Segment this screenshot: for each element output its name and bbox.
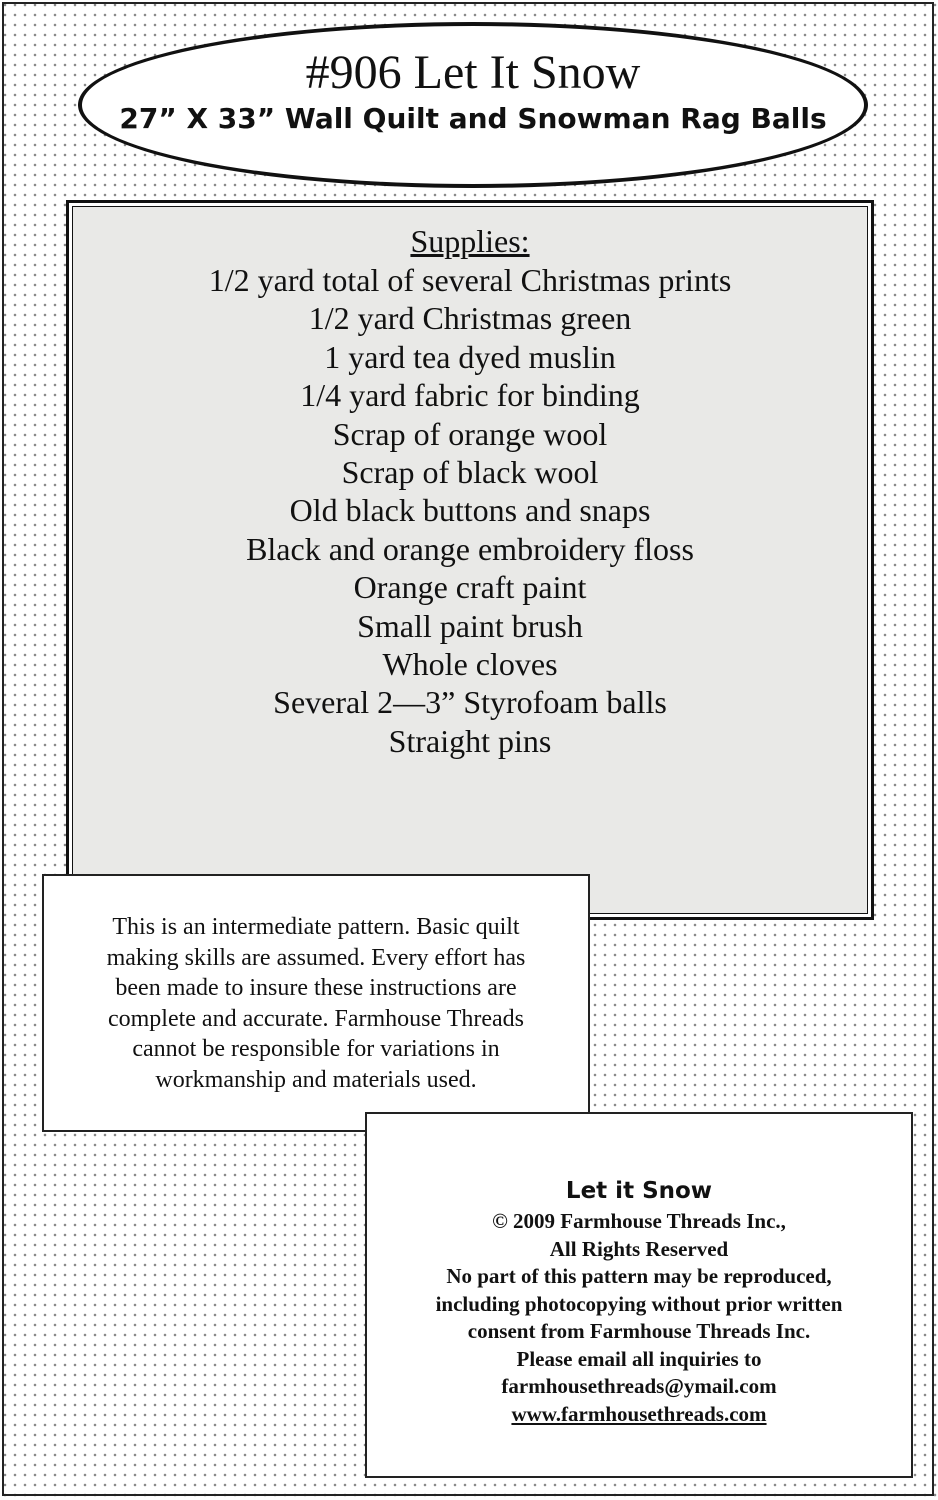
supply-item: Several 2—3” Styrofoam balls <box>273 684 667 721</box>
page-title: #906 Let It Snow <box>305 46 641 99</box>
copyright-line: All Rights Reserved <box>549 1236 729 1261</box>
supply-item: 1/2 yard total of several Christmas prints <box>208 262 732 298</box>
copyright-line: No part of this pattern may be reproduced, <box>446 1264 832 1288</box>
supply-item: Whole cloves <box>382 646 558 683</box>
supply-item: Old black buttons and snaps <box>289 492 651 529</box>
disclaimer-line: been made to insure these instructions are <box>115 975 517 1001</box>
copyright-line: © 2009 Farmhouse Threads Inc., <box>492 1209 786 1233</box>
supplies-panel-inner <box>72 206 868 914</box>
disclaimer-line: cannot be responsible for variations in <box>132 1036 500 1062</box>
copyright-line: including photocopying without prior written <box>435 1291 843 1316</box>
copyright-box <box>365 1112 913 1478</box>
supply-item: Orange craft paint <box>353 569 587 606</box>
disclaimer-line: making skills are assumed. Every effort has <box>106 944 526 971</box>
disclaimer-line: complete and accurate. Farmhouse Threads <box>107 1005 525 1032</box>
supply-item: Straight pins <box>388 722 552 759</box>
supply-item: Small paint brush <box>357 607 583 644</box>
supplies-list <box>73 261 867 760</box>
supply-item: 1/2 yard Christmas green <box>308 300 632 337</box>
website-link[interactable]: www.farmhousethreads.com <box>511 1401 767 1426</box>
supplies-panel <box>66 200 874 920</box>
supply-item: 1 yard tea dyed muslin <box>324 338 616 375</box>
title-oval <box>78 22 868 188</box>
contact-email[interactable]: farmhousethreads@ymail.com <box>501 1374 777 1398</box>
supply-item: Scrap of black wool <box>341 454 599 491</box>
supply-item: 1/4 yard fabric for binding <box>300 377 640 414</box>
copyright-title: Let it Snow <box>565 1178 713 1204</box>
disclaimer-line: This is an intermediate pattern. Basic quilt <box>112 914 520 940</box>
supply-item: Black and orange embroidery floss <box>246 530 694 567</box>
copyright-line: consent from Farmhouse Threads Inc. <box>467 1319 811 1343</box>
disclaimer-box <box>42 874 590 1132</box>
supplies-heading: Supplies: <box>410 223 530 259</box>
disclaimer-line: workmanship and materials used. <box>155 1066 477 1093</box>
page-subtitle: 27” X 33” Wall Quilt and Snowman Rag Balls <box>119 102 827 135</box>
copyright-line: Please email all inquiries to <box>516 1346 762 1371</box>
supply-item: Scrap of orange wool <box>332 415 608 452</box>
